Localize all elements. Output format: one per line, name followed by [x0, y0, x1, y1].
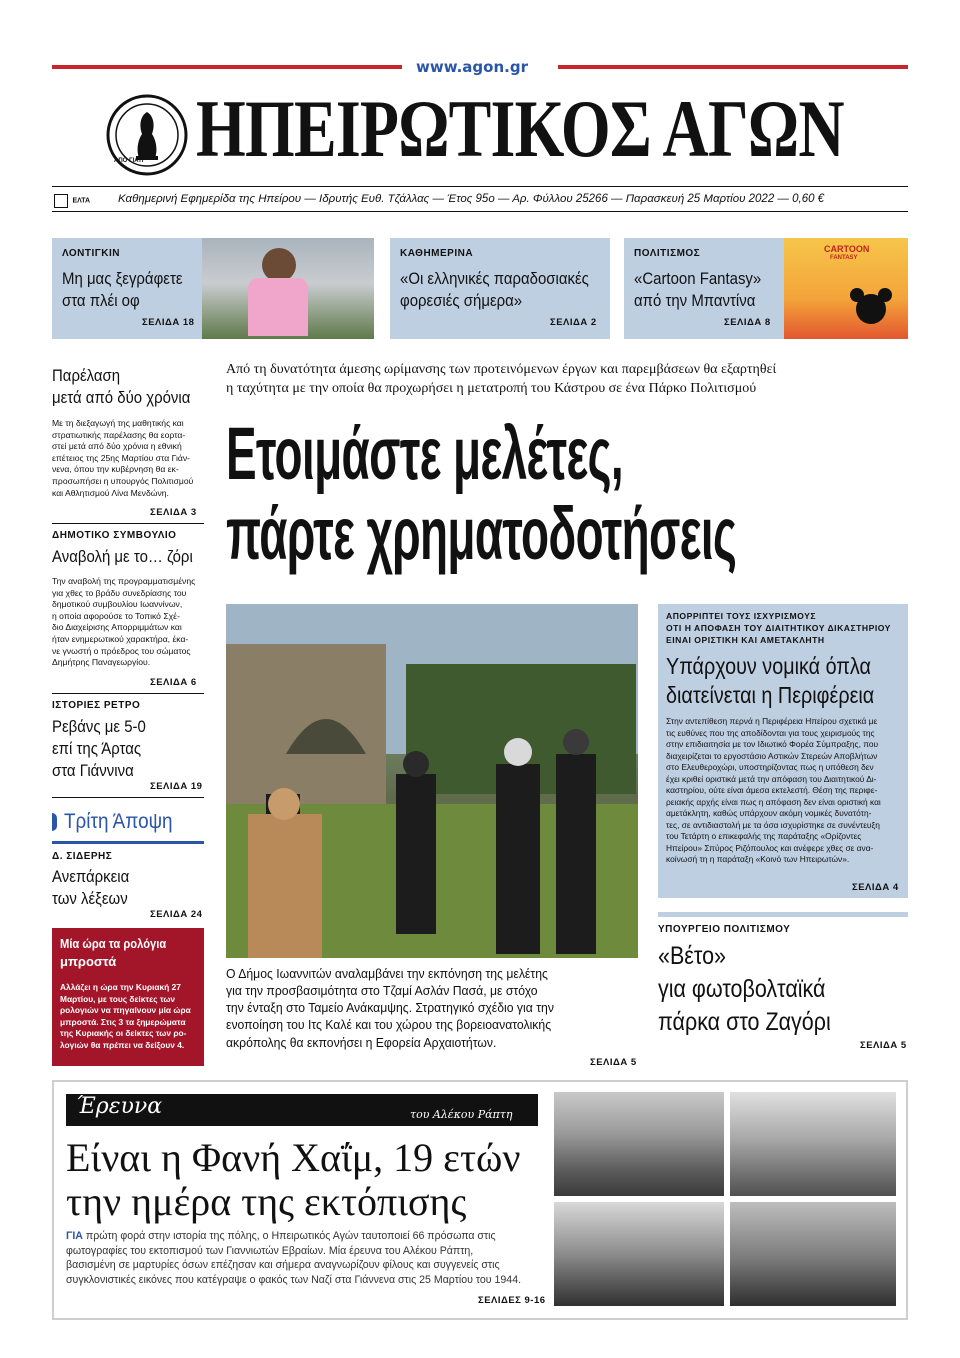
retro-kicker: ΙΣΤΟΡΙΕΣ ΡΕΤΡΟ [52, 700, 141, 711]
info-badges [54, 192, 90, 210]
teaser-sport-photo [202, 238, 374, 339]
retro-title-3[interactable]: στα Γιάννινα [52, 761, 134, 780]
info-rule-top [52, 186, 908, 187]
lead-caption: Ο Δήμος Ιωαννιτών αναλαμβάνει την εκπόνηση της μελέτης για την προσβασιμότητα στο Τζαμί Ασλάν Πασά, με στόχο την ένταξη στο Ταμείο Ανάκαμψης. Στρατηγικό σχέδιο για την ενοποίηση του Ιτς Καλέ και του χώρου της βορειοανατολικής ακρόπολης θα εκπονήσει η Εφορεία Αρχαιοτήτων. [226, 967, 554, 1050]
archive-photo-3 [554, 1202, 724, 1306]
barcode-icon [54, 194, 68, 208]
opinion-page: ΣΕΛΙΔΑ 24 [150, 909, 203, 920]
lead-headline-1[interactable]: Ετοιμάστε μελέτες, [226, 412, 623, 495]
feature-text: ΓΙΑ πρώτη φορά στην ιστορία της πόλης, ο Ηπειρωτικός Αγών ταυτοποιεί 66 πρόσωπα στις φωτογραφίες του εκτοπισμού των Γιαννιωτών Εβραίων. Μία έρευνα του Αλέκου Ράπτη, βασισμένη σε μαρτυρίες όσων επέζησαν και σήμερα αναγνωρίζουν φίλους και συγγενείς στις συγκλονιστικές εικόνες που κατέγραψε ο φακός των Ναζί στα Γιάννενα στις 25 Μαρτίου του 1944. [66, 1230, 522, 1286]
feature-label[interactable]: Έρευνα [76, 1094, 163, 1119]
lead-photo [226, 604, 638, 958]
info-rule-bottom [52, 211, 908, 212]
lead-deck-2: η ταχύτητα με την οποία θα προχωρήσει η μετατροπή του Κάστρου σε ένα Πάρκο Πολιτισμού [226, 381, 757, 396]
teaser-culture-page: ΣΕΛΙΔΑ 2 [550, 317, 597, 328]
ministry-kicker: ΥΠΟΥΡΓΕΙΟ ΠΟΛΙΤΙΣΜΟΥ [658, 924, 791, 935]
top-rule-left [52, 65, 402, 69]
ministry-title-3[interactable]: πάρκα στο Ζαγόρι [658, 1008, 831, 1036]
feature-lead-word: ΓΙΑ [66, 1230, 83, 1242]
lead-page: ΣΕΛΙΔΑ 5 [590, 1057, 637, 1068]
masthead-seal [106, 94, 188, 176]
ministry-rule [658, 912, 908, 917]
retro-title-1[interactable]: Ρεβάνς με 5-0 [52, 717, 146, 736]
teaser-cartoon-title-2: από την Μπαντίνα [634, 291, 756, 310]
ministry-page: ΣΕΛΙΔΑ 5 [860, 1040, 907, 1051]
opinion-section-title[interactable]: Τρίτη Άποψη [64, 810, 173, 833]
teaser-sport-title-1: Μη μας ξεγράφετε [62, 269, 183, 288]
feature-page: ΣΕΛΙΔΕΣ 9-16 [478, 1295, 546, 1306]
teaser-sport-kicker: ΛΟΝΤΙΓΚΙΝ [62, 248, 121, 259]
waste-kicker-1: ΑΠΟΡΡΙΠΤΕΙ ΤΟΥΣ ΙΣΧΥΡΙΣΜΟΥΣ [666, 611, 817, 621]
sidebar-divider [52, 693, 204, 694]
council-page: ΣΕΛΙΔΑ 6 [150, 677, 197, 688]
teaser-culture-title-2: φορεσιές σήμερα» [400, 291, 523, 310]
masthead-title[interactable]: ΗΠΕΙΡΩΤΙΚΟΣ ΑΓΩΝ [196, 83, 844, 174]
retro-title-2[interactable]: επί της Άρτας [52, 739, 142, 758]
sidebar-divider [52, 797, 204, 798]
teaser-cartoon-kicker: ΠΟΛΙΤΙΣΜΟΣ [634, 248, 701, 259]
dst-text: Αλλάζει η ώρα την Κυριακή 27 Μαρτίου, με τους δείκτες των ρολογιών να πηγαίνουν μία ώρα μπροστά. Στις 3 τα ξημερώματα της Κυριακής οι δείκτες των ρο- λογιών θα πρέπει να δείξουν 4. [60, 982, 191, 1050]
waste-page: ΣΕΛΙΔΑ 4 [852, 882, 899, 893]
ministry-title-1[interactable]: «Βέτο» [658, 942, 726, 970]
waste-kicker-2: ΟΤΙ Η ΑΠΟΦΑΣΗ ΤΟΥ ΔΙΑΙΤΗΤΙΚΟΥ ΔΙΚΑΣΤΗΡΙΟΥ [666, 623, 891, 633]
teaser-sport-title-2: στα πλέι οφ [62, 291, 140, 310]
teaser-culture-title-1: «Οι ελληνικές παραδοσιακές [400, 269, 589, 288]
council-kicker: ΔΗΜΟΤΙΚΟ ΣΥΜΒΟΥΛΙΟ [52, 530, 177, 541]
archive-photo-4 [730, 1202, 896, 1306]
dst-title-1: Μία ώρα τα ρολόγια [60, 936, 167, 951]
opinion-title-1[interactable]: Ανεπάρκεια [52, 867, 130, 886]
lead-deck-1: Από τη δυνατότητα άμεσης ωρίμανσης των προτεινόμενων έργων και παρεμβάσεων θα εξαρτηθεί [226, 362, 777, 377]
waste-title-2: διατείνεται η Περιφέρεια [666, 682, 875, 708]
feature-byline: του Αλέκου Ράπτη [410, 1108, 513, 1121]
waste-kicker-3: ΕΙΝΑΙ ΟΡΙΣΤΙΚΗ ΚΑΙ ΑΜΕΤΑΚΛΗΤΗ [666, 635, 825, 645]
issue-info: Καθημερινή Εφημερίδα της Ηπείρου — Ιδρυτής Ευθ. Τζάλλας — Έτος 95ο — Αρ. Φύλλου 25266 — Παρασκευή 25 Μαρτίου 2022 — 0,60 € [118, 193, 825, 205]
dst-box[interactable] [52, 928, 204, 1066]
sidebar-divider [52, 523, 204, 524]
feature-title-2[interactable]: την ημέρα της εκτόπισης [66, 1179, 467, 1224]
teaser-culture-kicker: ΚΑΘΗΜΕΡΙΝΑ [400, 248, 474, 259]
opinion-marker-icon [52, 813, 57, 831]
cartoon-poster [784, 238, 908, 339]
dst-title-2: μπροστά [60, 954, 117, 969]
parade-title-1[interactable]: Παρέλαση [52, 366, 121, 385]
retro-page: ΣΕΛΙΔΑ 19 [150, 781, 203, 792]
parade-page: ΣΕΛΙΔΑ 3 [150, 507, 197, 518]
teaser-cartoon-title-1: «Cartoon Fantasy» [634, 269, 762, 288]
seal-lettering: ΑΠΟ ΓΙΑΤΙ [114, 158, 144, 164]
council-text: Την αναβολή της προγραμματισμένης για χθες το βράδυ συνεδρίασης του δημοτικού συμβουλίου Ιωαννίνων, η οποία αφορούσε το Τοπικό Σχέ- διο Διαχείρισης Απορριμμάτων και ήταν ενημερωτικού χαρακτήρα, έκα- νε γνωστή ο πρόεδρος του σώματος Δημήτρης Παναγεωργίου. [52, 576, 196, 668]
feature-title-1[interactable]: Είναι η Φανή Χαΐμ, 19 ετών [66, 1135, 521, 1180]
lead-headline-2[interactable]: πάρτε χρηματοδοτήσεις [226, 492, 737, 575]
archive-photo-1 [554, 1092, 724, 1196]
parade-text: Με τη διεξαγωγή της μαθητικής και στρατιωτικής παρέλασης θα εορτα- στεί μετά από δύο χρόνια η εθνική επέτειος της 25ης Μαρτίου στα Γιάν- νενα, όπου την κυβέρνηση θα εκ- προσωπήσει η υπουργός Πολιτισμού και Αθλητισμού Λίνα Μενδώνη. [52, 418, 194, 498]
waste-text: Στην αντεπίθεση περνά η Περιφέρεια Ηπείρου σχετικά με τις ευθύνες που της αποδίδονται για τους χειρισμούς της στην επιδιαιτησία με τον Ιδιωτικό Φορέα Σύμπραξης, που διαχειρίζεται το εργοστάσιο Αστικών Στερεών Αποβλήτων στο Ελευθεροχώρι, υποστηρίζοντας πως η υπόθεση δεν έχει κριθεί οριστικά μετά την απόφαση του Διαιτητικού Δι- καστηρίου, ούτε είναι άμεσα εκτελεστή. Θέση της περιφε- ρειακής αρχής είναι πως η απόφαση δεν είναι οριστική και αμετάκλητη, καθώς υπάρχουν ακόμη νομικές δυνατότη- τες, σε αντιδιαστολή με τα όσα ισχυρίστηκε σε συνέντευξη του Τετάρτη ο επικεφαλής της παράταξης «Ορίζοντες Ηπείρου» Σπύρος Ριζόπουλος και ανέφερε χθες σε ανα- κοίνωσή τη η παράταξη «Κοινό των Ηπειρωτών». [666, 716, 881, 865]
opinion-title-2[interactable]: των λέξεων [52, 889, 128, 908]
cartoon-poster-title: CARTOON [824, 244, 870, 254]
site-url[interactable]: www.agon.gr [416, 58, 528, 76]
elta-badge: ΕΛΤΑ [72, 197, 91, 205]
council-title[interactable]: Αναβολή με το… ζόρι [52, 547, 193, 566]
teaser-cartoon-page: ΣΕΛΙΔΑ 8 [724, 317, 771, 328]
waste-title-1: Υπάρχουν νομικά όπλα [666, 653, 871, 679]
opinion-rule [52, 841, 204, 844]
top-rule-right [558, 65, 908, 69]
cartoon-poster-sub: FANTASY [830, 255, 858, 261]
parade-title-2[interactable]: μετά από δύο χρόνια [52, 388, 191, 407]
ministry-title-2[interactable]: για φωτοβολταϊκά [658, 975, 826, 1003]
opinion-author: Δ. ΣΙΔΕΡΗΣ [52, 851, 113, 862]
teaser-sport-page: ΣΕΛΙΔΑ 18 [142, 317, 195, 328]
archive-photo-2 [730, 1092, 896, 1196]
